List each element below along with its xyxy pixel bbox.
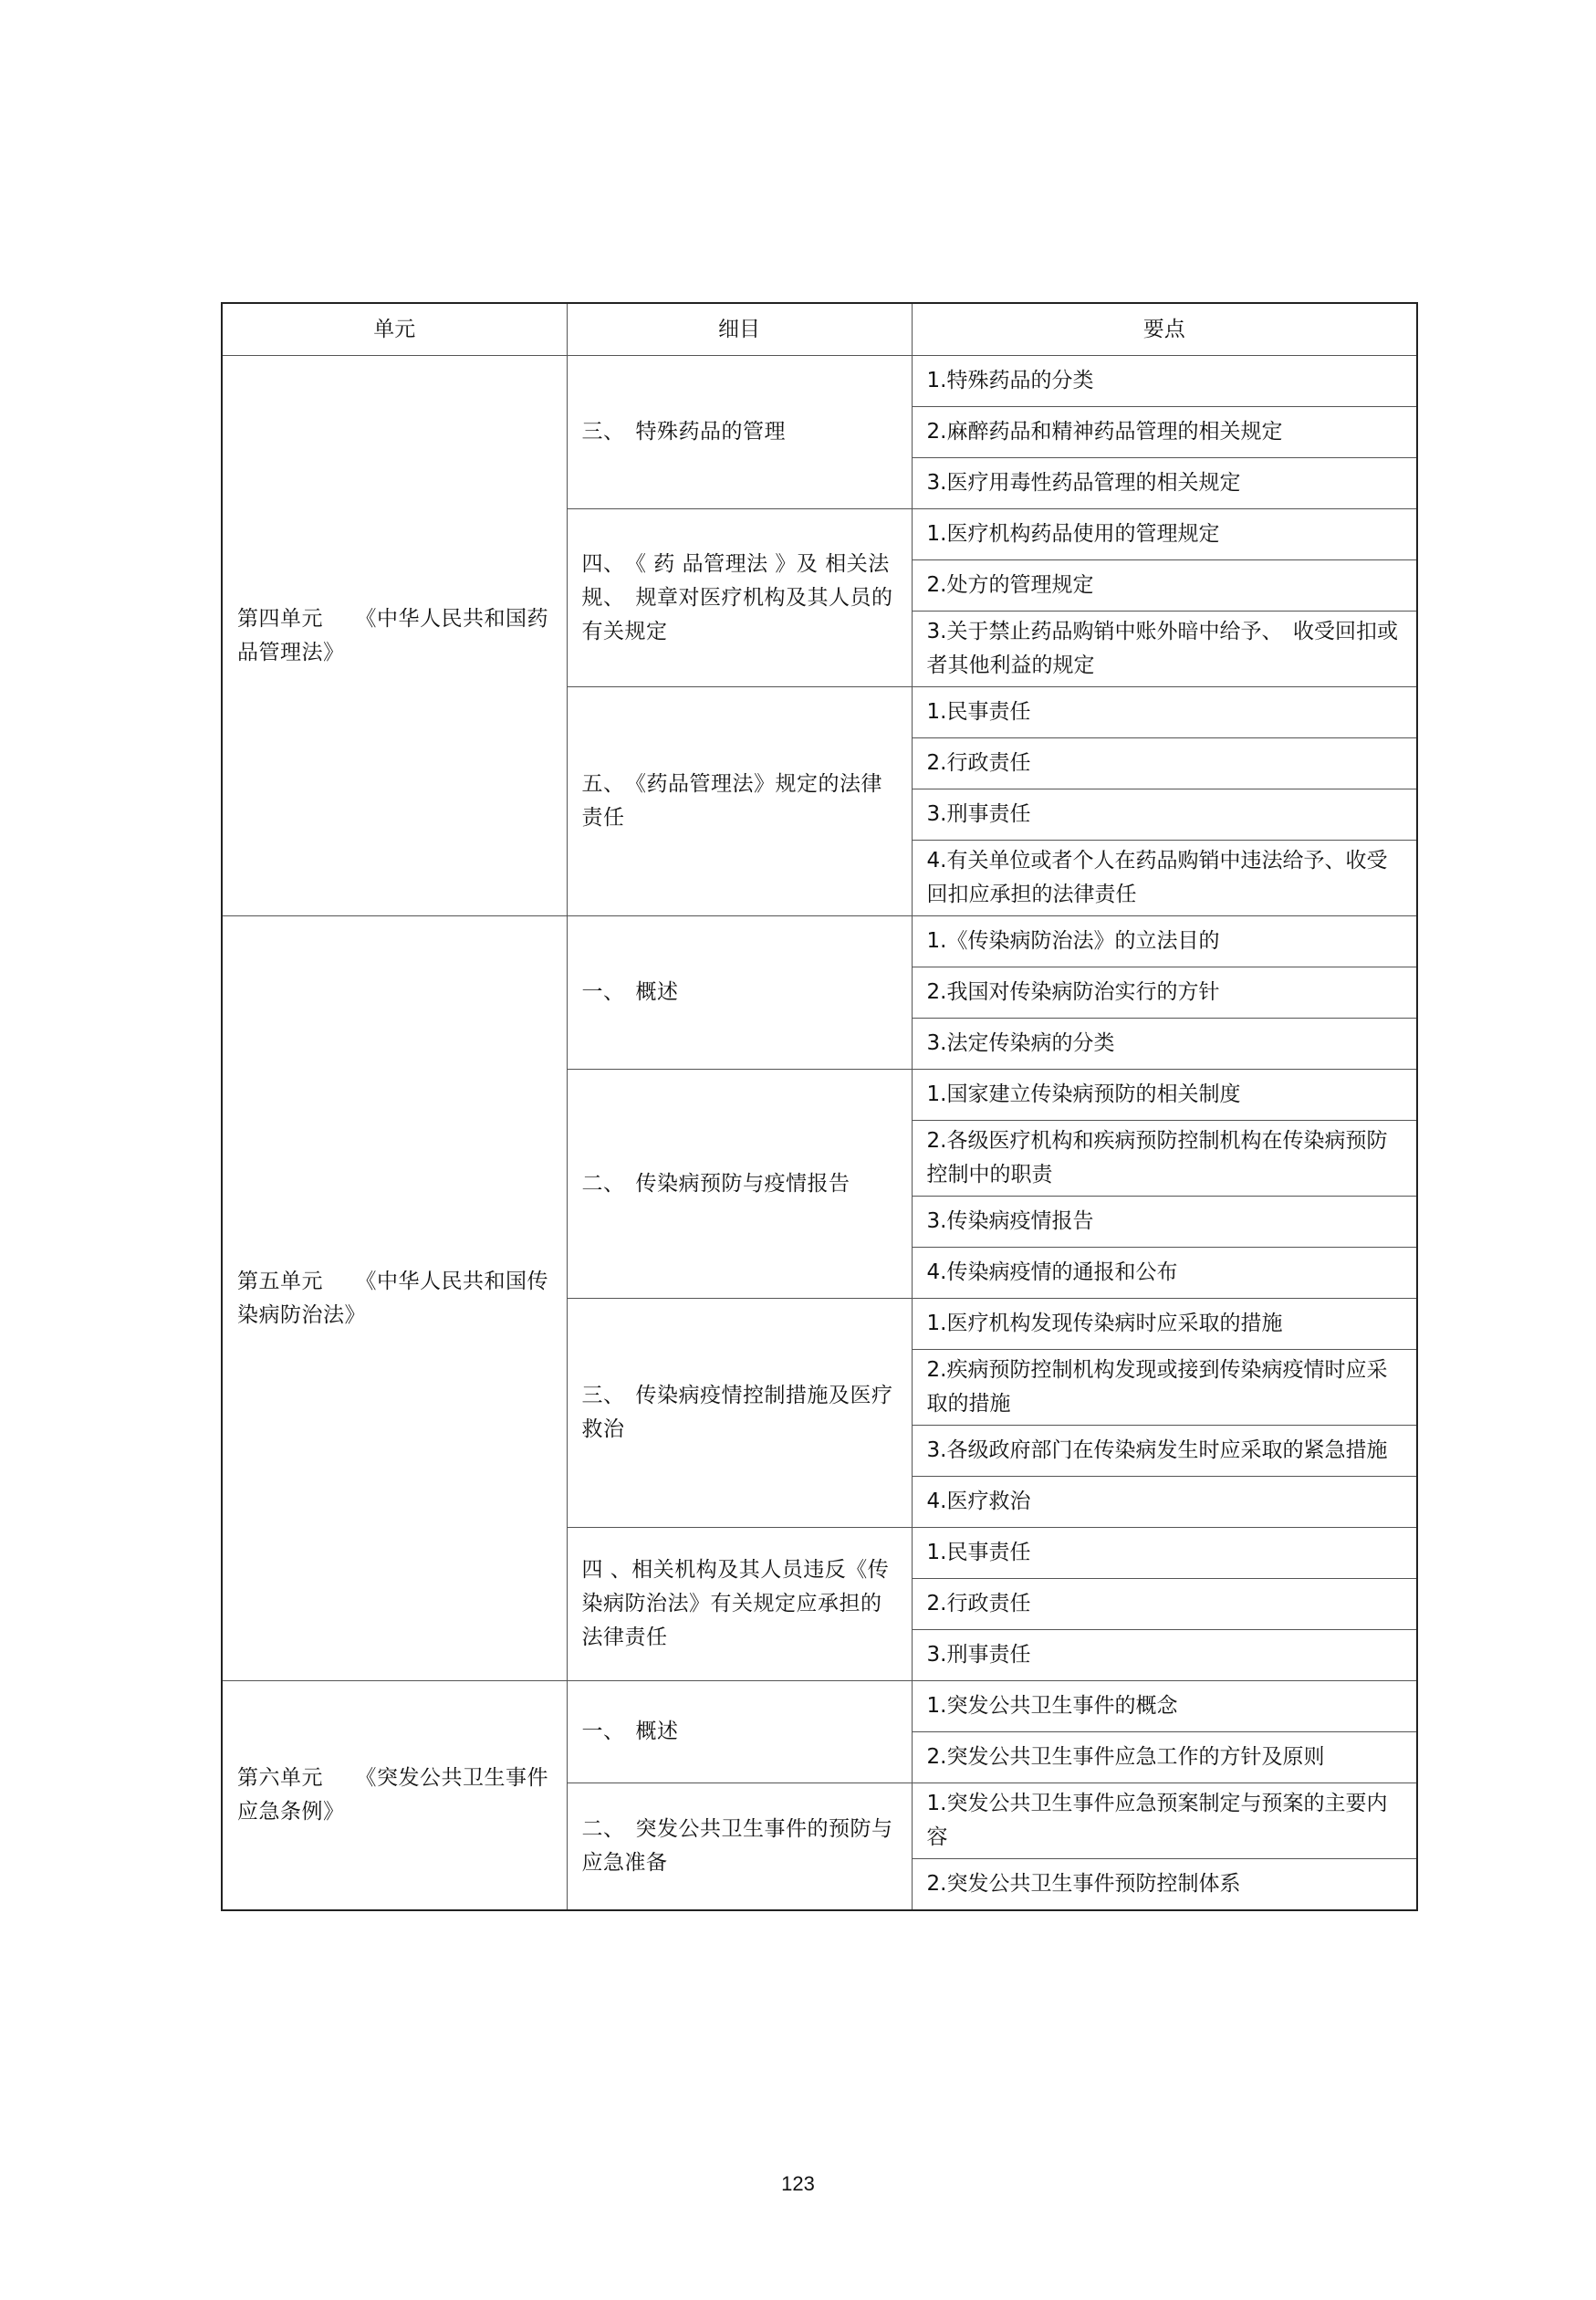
unit-cell: 第五单元 《中华人民共和国传 染病防治法》 xyxy=(222,916,567,1681)
point-cell: 2.突发公共卫生事件应急工作的方针及原则 xyxy=(912,1732,1417,1783)
header-unit: 单元 xyxy=(222,303,567,356)
point-cell: 4.医疗救治 xyxy=(912,1477,1417,1528)
point-cell: 1.医疗机构发现传染病时应采取的措施 xyxy=(912,1299,1417,1350)
point-cell: 1.特殊药品的分类 xyxy=(912,356,1417,407)
table-header-row xyxy=(222,303,1417,356)
point-cell: 2.处方的管理规定 xyxy=(912,560,1417,612)
point-cell: 2.我国对传染病防治实行的方针 xyxy=(912,967,1417,1019)
point-cell: 1.医疗机构药品使用的管理规定 xyxy=(912,509,1417,560)
item-cell: 三、 传染病疫情控制措施及医疗救治 xyxy=(567,1299,912,1528)
header-point: 要点 xyxy=(912,303,1417,356)
item-cell: 一、 概述 xyxy=(567,1681,912,1783)
syllabus-table xyxy=(221,302,1418,1911)
item-cell: 五、 《药品管理法》规定的法律责任 xyxy=(567,687,912,916)
point-cell: 1.突发公共卫生事件应急预案制定与预案的主要内容 xyxy=(912,1783,1417,1859)
item-cell: 二、 突发公共卫生事件的预防与应急准备 xyxy=(567,1783,912,1911)
table-row xyxy=(222,356,1417,407)
point-cell: 3.医疗用毒性药品管理的相关规定 xyxy=(912,458,1417,509)
point-cell: 1.突发公共卫生事件的概念 xyxy=(912,1681,1417,1732)
point-cell: 1.民事责任 xyxy=(912,687,1417,738)
point-cell: 2.各级医疗机构和疾病预防控制机构在传染病预防控制中的职责 xyxy=(912,1121,1417,1197)
point-cell: 3.法定传染病的分类 xyxy=(912,1019,1417,1070)
header-item: 细目 xyxy=(567,303,912,356)
item-cell: 二、 传染病预防与疫情报告 xyxy=(567,1070,912,1299)
page-number: 123 xyxy=(781,2172,815,2195)
unit-cell: 第四单元 《中华人民共和国药 品管理法》 xyxy=(222,356,567,916)
point-cell: 3.传染病疫情报告 xyxy=(912,1197,1417,1248)
point-cell: 4.传染病疫情的通报和公布 xyxy=(912,1248,1417,1299)
table-row xyxy=(222,916,1417,967)
unit-cell: 第六单元 《突发公共卫生事件 应急条例》 xyxy=(222,1681,567,1911)
point-cell: 2.行政责任 xyxy=(912,1579,1417,1630)
point-cell: 3.关于禁止药品购销中账外暗中给予、 收受回扣或者其他利益的规定 xyxy=(912,612,1417,687)
point-cell: 1.《传染病防治法》的立法目的 xyxy=(912,916,1417,967)
point-cell: 2.疾病预防控制机构发现或接到传染病疫情时应采取的措施 xyxy=(912,1350,1417,1426)
table-row xyxy=(222,1681,1417,1732)
point-cell: 3.刑事责任 xyxy=(912,1630,1417,1681)
point-cell: 2.行政责任 xyxy=(912,738,1417,789)
point-cell: 1.国家建立传染病预防的相关制度 xyxy=(912,1070,1417,1121)
point-cell: 3.各级政府部门在传染病发生时应采取的紧急措施 xyxy=(912,1426,1417,1477)
point-cell: 3.刑事责任 xyxy=(912,789,1417,841)
point-cell: 2.麻醉药品和精神药品管理的相关规定 xyxy=(912,407,1417,458)
item-cell: 四 、相关机构及其人员违反《传染病防治法》有关规定应承担的法律责任 xyxy=(567,1528,912,1681)
point-cell: 4.有关单位或者个人在药品购销中违法给予、收受回扣应承担的法律责任 xyxy=(912,841,1417,916)
item-cell: 四、 《 药 品管理法 》及 相关法 规、 规章对医疗机构及其人员的 有关规定 xyxy=(567,509,912,687)
item-cell: 三、 特殊药品的管理 xyxy=(567,356,912,509)
point-cell: 2.突发公共卫生事件预防控制体系 xyxy=(912,1859,1417,1911)
point-cell: 1.民事责任 xyxy=(912,1528,1417,1579)
item-cell: 一、 概述 xyxy=(567,916,912,1070)
